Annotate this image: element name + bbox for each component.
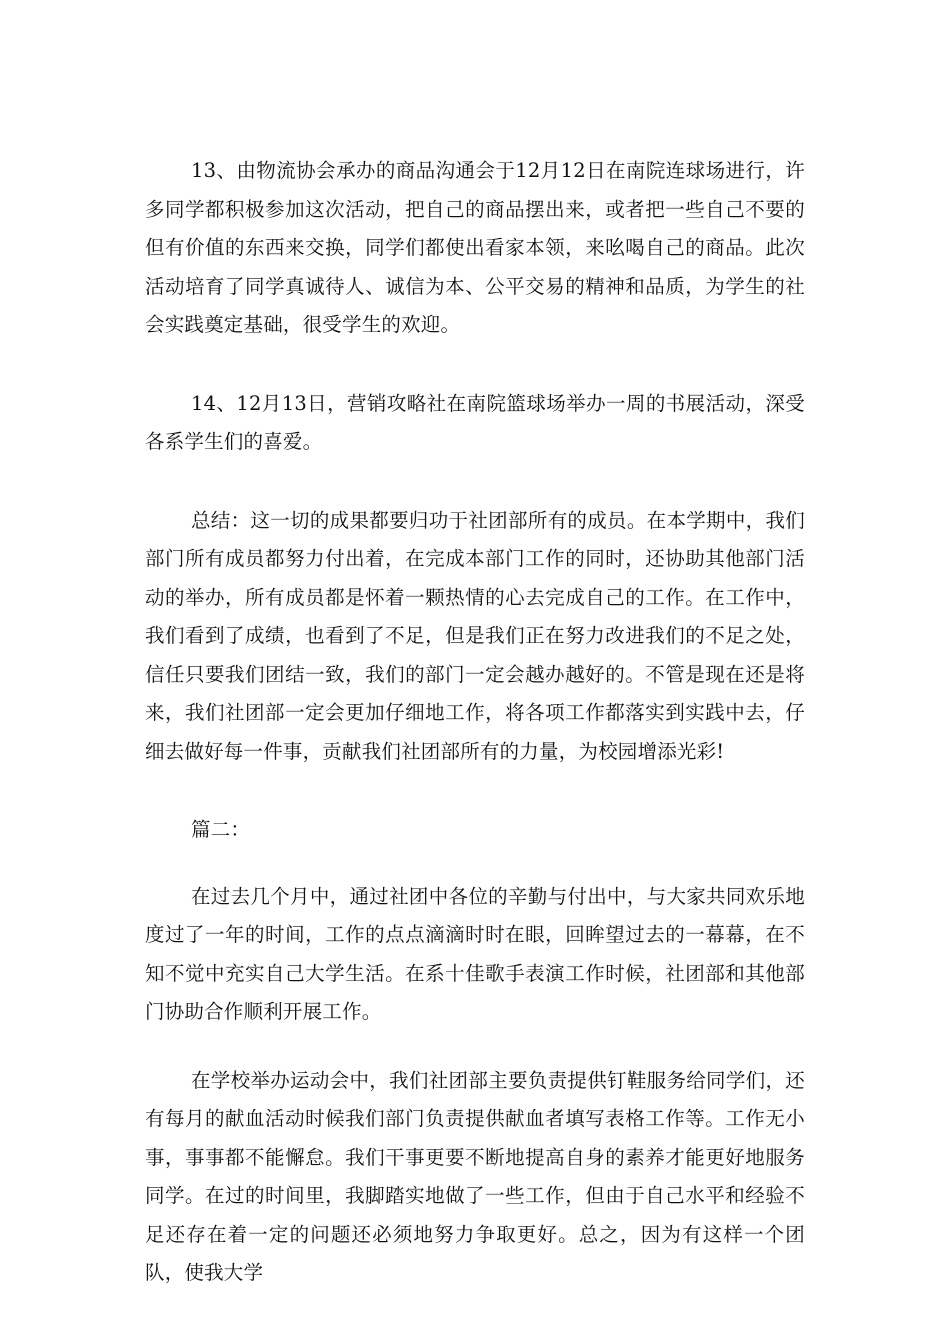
paragraph-item-14: 14、12月13日，营销攻略社在南院篮球场举办一周的书展活动，深受各系学生们的喜爱。	[145, 391, 805, 453]
document-page	[145, 152, 805, 1293]
section-heading: 篇二：	[191, 818, 251, 841]
paragraph-summary: 总结：这一切的成果都要归功于社团部所有的成员。在本学期中，我们部门所有成员都努力付出着，在完成本部门工作的同时，还协助其他部门活动的举办，所有成员都是怀着一颗热情的心去完成自己的工作。在工作中，我们看到了成绩，也看到了不足，但是我们正在努力改进我们的不足之处，信任只要我们团结一致，我们的部门一定会越办越好的。不管是现在还是将来，我们社团部一定会更加仔细地工作，将各项工作都落实到实践中去，仔细去做好每一件事，贡献我们社团部所有的力量，为校园增添光彩!	[145, 508, 805, 763]
paragraph-intro: 在过去几个月中，通过社团中各位的辛勤与付出中，与大家共同欢乐地度过了一年的时间，工作的点点滴滴时时在眼，回眸望过去的一幕幕，在不知不觉中充实自己大学生活。在系十佳歌手表演工作时候，社团部和其他部门协助合作顺利开展工作。	[145, 884, 805, 1023]
paragraph-item-13: 13、由物流协会承办的商品沟通会于12月12日在南院连球场进行，许多同学都积极参加这次活动，把自己的商品摆出来，或者把一些自己不要的但有价值的东西来交换，同学们都使出看家本领，来吆喝自己的商品。此次活动培育了同学真诚待人、诚信为本、公平交易的精神和品质，为学生的社会实践奠定基础，很受学生的欢迎。	[145, 159, 805, 336]
paragraph-work: 在学校举办运动会中，我们社团部主要负责提供钉鞋服务给同学们，还有每月的献血活动时候我们部门负责提供献血者填写表格工作等。工作无小事，事事都不能懈怠。我们干事更要不断地提高自身的素养才能更好地服务同学。在过的时间里，我脚踏实地做了一些工作，但由于自己水平和经验不足还存在着一定的问题还必须地努力争取更好。总之，因为有这样一个团队，使我大学	[145, 1068, 805, 1284]
